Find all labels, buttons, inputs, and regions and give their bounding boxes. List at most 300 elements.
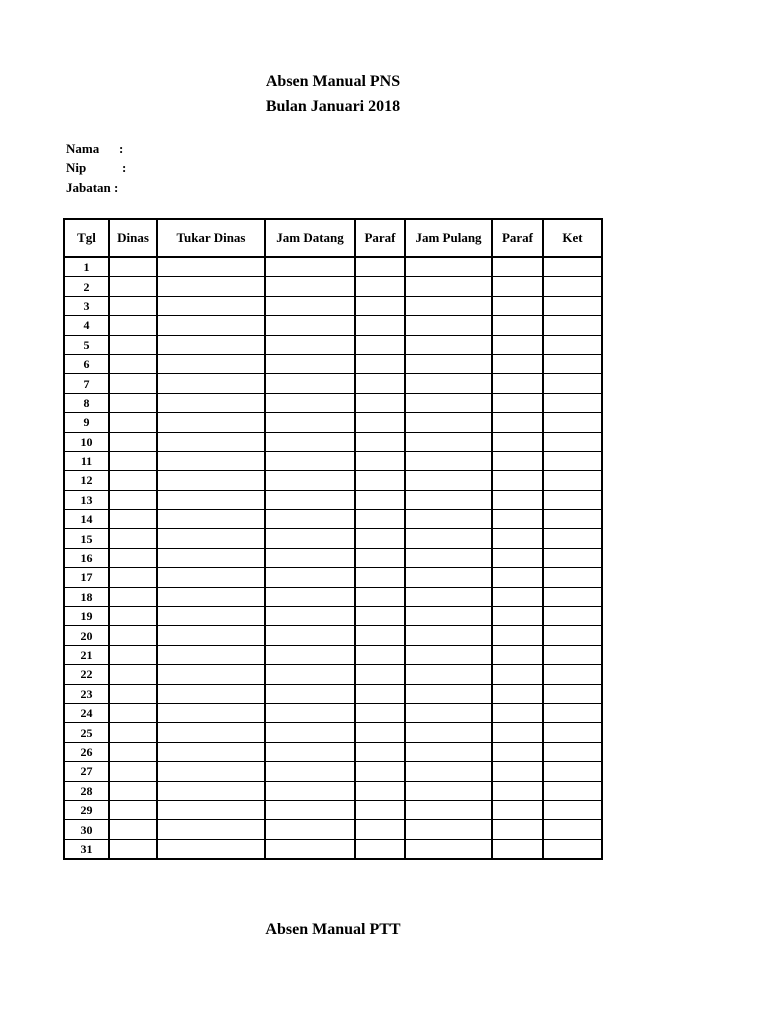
jam-pulang-cell [405, 568, 492, 587]
paraf-pulang-cell [492, 703, 543, 722]
jam-datang-cell [265, 781, 355, 800]
paraf-pulang-cell [492, 684, 543, 703]
tukar-dinas-cell [157, 451, 265, 470]
day-number: 20 [64, 626, 109, 645]
ket-cell [543, 607, 602, 626]
dinas-cell [109, 335, 157, 354]
paraf-datang-cell [355, 820, 405, 839]
day-number: 15 [64, 529, 109, 548]
dinas-cell [109, 432, 157, 451]
paraf-datang-cell [355, 257, 405, 277]
jam-pulang-cell [405, 820, 492, 839]
ket-cell [543, 587, 602, 606]
jam-pulang-cell [405, 451, 492, 470]
jam-pulang-cell [405, 316, 492, 335]
jabatan-label: Jabatan : [66, 180, 119, 195]
paraf-pulang-cell [492, 529, 543, 548]
ket-cell [543, 432, 602, 451]
jam-datang-cell [265, 413, 355, 432]
jam-pulang-cell [405, 354, 492, 373]
paraf-pulang-cell [492, 354, 543, 373]
tukar-dinas-cell [157, 568, 265, 587]
paraf-datang-cell [355, 510, 405, 529]
paraf-datang-cell [355, 296, 405, 315]
jam-pulang-cell [405, 374, 492, 393]
day-number: 29 [64, 800, 109, 819]
table-row [64, 723, 602, 742]
tukar-dinas-cell [157, 607, 265, 626]
document-title: Absen Manual PNS [265, 73, 401, 90]
jam-pulang-cell [405, 626, 492, 645]
header-tgl: Tgl [64, 219, 109, 257]
paraf-datang-cell [355, 335, 405, 354]
paraf-datang-cell [355, 490, 405, 509]
dinas-cell [109, 510, 157, 529]
dinas-cell [109, 587, 157, 606]
ket-cell [543, 354, 602, 373]
dinas-cell [109, 645, 157, 664]
jam-pulang-cell [405, 703, 492, 722]
jam-datang-cell [265, 471, 355, 490]
day-number: 26 [64, 742, 109, 761]
dinas-cell [109, 607, 157, 626]
dinas-cell [109, 800, 157, 819]
jam-datang-cell [265, 723, 355, 742]
jam-datang-cell [265, 510, 355, 529]
day-number: 8 [64, 393, 109, 412]
field-jabatan [66, 179, 118, 197]
tukar-dinas-cell [157, 374, 265, 393]
header-jam-datang: Jam Datang [265, 219, 355, 257]
dinas-cell [109, 296, 157, 315]
table-row [64, 607, 602, 626]
ket-cell [543, 257, 602, 277]
tukar-dinas-cell [157, 703, 265, 722]
ket-cell [543, 684, 602, 703]
paraf-pulang-cell [492, 781, 543, 800]
tukar-dinas-cell [157, 587, 265, 606]
ket-cell [543, 471, 602, 490]
tukar-dinas-cell [157, 839, 265, 859]
footer-title: Absen Manual PTT [265, 921, 401, 938]
day-number: 4 [64, 316, 109, 335]
paraf-datang-cell [355, 529, 405, 548]
paraf-datang-cell [355, 607, 405, 626]
day-number: 31 [64, 839, 109, 859]
jam-pulang-cell [405, 257, 492, 277]
table-body [64, 257, 602, 859]
table-row [64, 374, 602, 393]
jam-pulang-cell [405, 742, 492, 761]
ket-cell [543, 393, 602, 412]
nama-colon: : [119, 141, 124, 156]
table-row [64, 762, 602, 781]
header-jam-pulang: Jam Pulang [405, 219, 492, 257]
day-number: 7 [64, 374, 109, 393]
day-number: 2 [64, 277, 109, 296]
paraf-datang-cell [355, 626, 405, 645]
table-row [64, 529, 602, 548]
jam-datang-cell [265, 277, 355, 296]
paraf-pulang-cell [492, 316, 543, 335]
jam-datang-cell [265, 257, 355, 277]
jam-datang-cell [265, 684, 355, 703]
table-row [64, 490, 602, 509]
table-row [64, 820, 602, 839]
tukar-dinas-cell [157, 529, 265, 548]
jam-datang-cell [265, 703, 355, 722]
ket-cell [543, 277, 602, 296]
header-paraf-pulang: Paraf [492, 219, 543, 257]
tukar-dinas-cell [157, 665, 265, 684]
jam-pulang-cell [405, 781, 492, 800]
dinas-cell [109, 781, 157, 800]
dinas-cell [109, 316, 157, 335]
paraf-pulang-cell [492, 587, 543, 606]
paraf-pulang-cell [492, 335, 543, 354]
tukar-dinas-cell [157, 316, 265, 335]
paraf-datang-cell [355, 800, 405, 819]
jam-datang-cell [265, 529, 355, 548]
table-row [64, 548, 602, 567]
jam-pulang-cell [405, 723, 492, 742]
field-nama [66, 140, 124, 158]
jam-pulang-cell [405, 645, 492, 664]
table-row [64, 587, 602, 606]
dinas-cell [109, 684, 157, 703]
jam-pulang-cell [405, 510, 492, 529]
table-row [64, 413, 602, 432]
paraf-datang-cell [355, 316, 405, 335]
paraf-pulang-cell [492, 277, 543, 296]
ket-cell [543, 781, 602, 800]
attendance-table [63, 218, 603, 860]
paraf-datang-cell [355, 742, 405, 761]
table-row [64, 432, 602, 451]
header-ket: Ket [543, 219, 602, 257]
table-row [64, 665, 602, 684]
day-number: 22 [64, 665, 109, 684]
paraf-datang-cell [355, 432, 405, 451]
ket-cell [543, 800, 602, 819]
nip-colon: : [122, 160, 127, 175]
tukar-dinas-cell [157, 800, 265, 819]
ket-cell [543, 316, 602, 335]
day-number: 30 [64, 820, 109, 839]
day-number: 1 [64, 257, 109, 277]
table-row [64, 354, 602, 373]
tukar-dinas-cell [157, 723, 265, 742]
paraf-pulang-cell [492, 626, 543, 645]
paraf-pulang-cell [492, 742, 543, 761]
paraf-pulang-cell [492, 510, 543, 529]
ket-cell [543, 626, 602, 645]
day-number: 24 [64, 703, 109, 722]
jam-datang-cell [265, 665, 355, 684]
ket-cell [543, 645, 602, 664]
tukar-dinas-cell [157, 781, 265, 800]
paraf-pulang-cell [492, 471, 543, 490]
jam-pulang-cell [405, 296, 492, 315]
dinas-cell [109, 665, 157, 684]
paraf-datang-cell [355, 393, 405, 412]
jam-datang-cell [265, 374, 355, 393]
dinas-cell [109, 820, 157, 839]
table-row [64, 510, 602, 529]
dinas-cell [109, 703, 157, 722]
day-number: 9 [64, 413, 109, 432]
paraf-pulang-cell [492, 839, 543, 859]
paraf-datang-cell [355, 413, 405, 432]
day-number: 18 [64, 587, 109, 606]
jam-datang-cell [265, 296, 355, 315]
paraf-pulang-cell [492, 568, 543, 587]
jam-pulang-cell [405, 413, 492, 432]
paraf-datang-cell [355, 703, 405, 722]
header-paraf-datang: Paraf [355, 219, 405, 257]
jam-datang-cell [265, 626, 355, 645]
tukar-dinas-cell [157, 742, 265, 761]
paraf-datang-cell [355, 548, 405, 567]
jam-datang-cell [265, 432, 355, 451]
dinas-cell [109, 374, 157, 393]
day-number: 16 [64, 548, 109, 567]
paraf-datang-cell [355, 781, 405, 800]
header-dinas: Dinas [109, 219, 157, 257]
table-row [64, 626, 602, 645]
jam-datang-cell [265, 335, 355, 354]
tukar-dinas-cell [157, 393, 265, 412]
tukar-dinas-cell [157, 296, 265, 315]
jam-pulang-cell [405, 335, 492, 354]
table-row [64, 451, 602, 470]
tukar-dinas-cell [157, 354, 265, 373]
day-number: 12 [64, 471, 109, 490]
tukar-dinas-cell [157, 471, 265, 490]
paraf-pulang-cell [492, 723, 543, 742]
table-row [64, 277, 602, 296]
table-row [64, 335, 602, 354]
dinas-cell [109, 413, 157, 432]
paraf-datang-cell [355, 645, 405, 664]
table-row [64, 703, 602, 722]
jam-datang-cell [265, 607, 355, 626]
table-row [64, 471, 602, 490]
jam-datang-cell [265, 316, 355, 335]
table-row [64, 781, 602, 800]
paraf-datang-cell [355, 451, 405, 470]
jam-datang-cell [265, 839, 355, 859]
paraf-pulang-cell [492, 820, 543, 839]
dinas-cell [109, 839, 157, 859]
paraf-datang-cell [355, 354, 405, 373]
nama-label: Nama [66, 141, 100, 156]
table-row [64, 684, 602, 703]
dinas-cell [109, 723, 157, 742]
tukar-dinas-cell [157, 548, 265, 567]
tukar-dinas-cell [157, 413, 265, 432]
jam-pulang-cell [405, 471, 492, 490]
field-nip [66, 159, 127, 177]
jam-datang-cell [265, 587, 355, 606]
tukar-dinas-cell [157, 762, 265, 781]
ket-cell [543, 568, 602, 587]
day-number: 28 [64, 781, 109, 800]
ket-cell [543, 335, 602, 354]
jam-pulang-cell [405, 529, 492, 548]
paraf-pulang-cell [492, 257, 543, 277]
paraf-pulang-cell [492, 665, 543, 684]
jam-datang-cell [265, 354, 355, 373]
dinas-cell [109, 451, 157, 470]
jam-pulang-cell [405, 277, 492, 296]
paraf-pulang-cell [492, 296, 543, 315]
ket-cell [543, 510, 602, 529]
jam-datang-cell [265, 742, 355, 761]
jam-pulang-cell [405, 432, 492, 451]
jam-datang-cell [265, 451, 355, 470]
ket-cell [543, 703, 602, 722]
table-row [64, 257, 602, 277]
jam-datang-cell [265, 800, 355, 819]
paraf-pulang-cell [492, 762, 543, 781]
day-number: 3 [64, 296, 109, 315]
ket-cell [543, 839, 602, 859]
paraf-datang-cell [355, 277, 405, 296]
day-number: 25 [64, 723, 109, 742]
dinas-cell [109, 529, 157, 548]
jam-pulang-cell [405, 490, 492, 509]
paraf-datang-cell [355, 723, 405, 742]
ket-cell [543, 490, 602, 509]
dinas-cell [109, 257, 157, 277]
table-row [64, 742, 602, 761]
tukar-dinas-cell [157, 684, 265, 703]
ket-cell [543, 413, 602, 432]
tukar-dinas-cell [157, 626, 265, 645]
day-number: 21 [64, 645, 109, 664]
paraf-pulang-cell [492, 800, 543, 819]
paraf-pulang-cell [492, 548, 543, 567]
jam-pulang-cell [405, 800, 492, 819]
paraf-datang-cell [355, 665, 405, 684]
dinas-cell [109, 354, 157, 373]
table-row [64, 568, 602, 587]
paraf-datang-cell [355, 839, 405, 859]
jam-pulang-cell [405, 607, 492, 626]
paraf-pulang-cell [492, 413, 543, 432]
jam-pulang-cell [405, 762, 492, 781]
day-number: 6 [64, 354, 109, 373]
paraf-pulang-cell [492, 645, 543, 664]
ket-cell [543, 665, 602, 684]
day-number: 27 [64, 762, 109, 781]
ket-cell [543, 296, 602, 315]
dinas-cell [109, 548, 157, 567]
jam-datang-cell [265, 490, 355, 509]
day-number: 13 [64, 490, 109, 509]
ket-cell [543, 451, 602, 470]
jam-datang-cell [265, 568, 355, 587]
day-number: 14 [64, 510, 109, 529]
tukar-dinas-cell [157, 490, 265, 509]
ket-cell [543, 374, 602, 393]
nip-label: Nip [66, 160, 87, 175]
paraf-datang-cell [355, 568, 405, 587]
dinas-cell [109, 277, 157, 296]
table-row [64, 645, 602, 664]
paraf-datang-cell [355, 684, 405, 703]
paraf-datang-cell [355, 374, 405, 393]
day-number: 11 [64, 451, 109, 470]
ket-cell [543, 723, 602, 742]
day-number: 17 [64, 568, 109, 587]
jam-datang-cell [265, 548, 355, 567]
header-tukar-dinas: Tukar Dinas [157, 219, 265, 257]
tukar-dinas-cell [157, 645, 265, 664]
paraf-datang-cell [355, 471, 405, 490]
tukar-dinas-cell [157, 432, 265, 451]
paraf-pulang-cell [492, 374, 543, 393]
ket-cell [543, 820, 602, 839]
ket-cell [543, 742, 602, 761]
table-row [64, 393, 602, 412]
paraf-pulang-cell [492, 451, 543, 470]
table-row [64, 316, 602, 335]
dinas-cell [109, 393, 157, 412]
paraf-pulang-cell [492, 490, 543, 509]
paraf-datang-cell [355, 762, 405, 781]
day-number: 19 [64, 607, 109, 626]
table-row [64, 800, 602, 819]
table-header-row [64, 219, 602, 257]
jam-datang-cell [265, 762, 355, 781]
dinas-cell [109, 742, 157, 761]
jam-pulang-cell [405, 839, 492, 859]
day-number: 10 [64, 432, 109, 451]
jam-datang-cell [265, 820, 355, 839]
jam-pulang-cell [405, 665, 492, 684]
paraf-datang-cell [355, 587, 405, 606]
paraf-pulang-cell [492, 432, 543, 451]
jam-pulang-cell [405, 393, 492, 412]
day-number: 23 [64, 684, 109, 703]
document-subtitle: Bulan Januari 2018 [265, 98, 401, 115]
day-number: 5 [64, 335, 109, 354]
ket-cell [543, 529, 602, 548]
dinas-cell [109, 568, 157, 587]
jam-pulang-cell [405, 587, 492, 606]
jam-datang-cell [265, 393, 355, 412]
dinas-cell [109, 471, 157, 490]
tukar-dinas-cell [157, 335, 265, 354]
ket-cell [543, 762, 602, 781]
jam-pulang-cell [405, 684, 492, 703]
jam-pulang-cell [405, 548, 492, 567]
table-row [64, 296, 602, 315]
tukar-dinas-cell [157, 820, 265, 839]
tukar-dinas-cell [157, 277, 265, 296]
dinas-cell [109, 490, 157, 509]
paraf-pulang-cell [492, 393, 543, 412]
ket-cell [543, 548, 602, 567]
paraf-pulang-cell [492, 607, 543, 626]
tukar-dinas-cell [157, 510, 265, 529]
dinas-cell [109, 762, 157, 781]
table-row [64, 839, 602, 859]
tukar-dinas-cell [157, 257, 265, 277]
dinas-cell [109, 626, 157, 645]
